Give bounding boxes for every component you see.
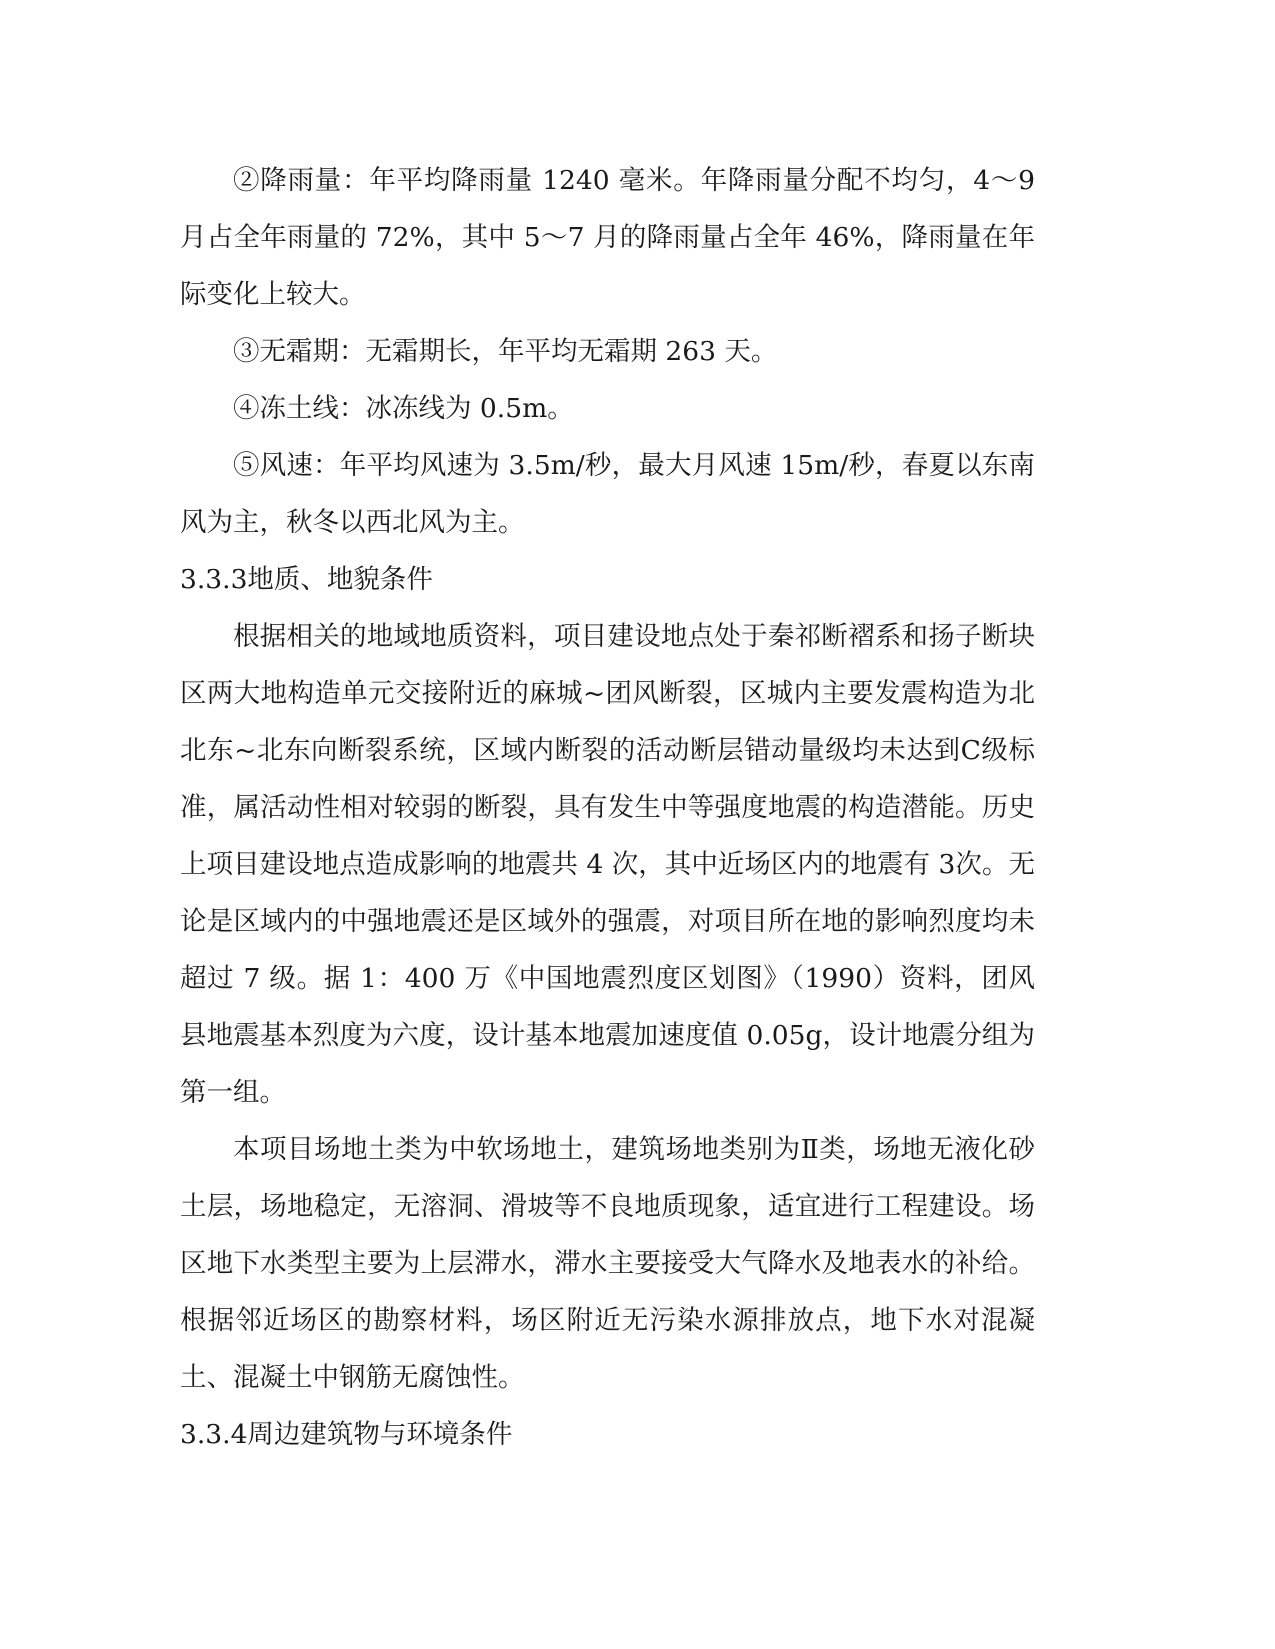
paragraph-site-soil: 本项目场地土类为中软场地土，建筑场地类别为Ⅱ类，场地无液化砂土层，场地稳定，无溶洞、滑坡等不良地质现象，适宜进行工程建设。场区地下水类型主要为上层滞水，滞水主要接受大气降水及地表水的补给。根据邻近场区的勘察材料，场区附近无污染水源排放点，地下水对混凝土、混凝土中钢筋无腐蚀性。: [180, 1134, 1035, 1393]
document-page: [180, 152, 1035, 1463]
section-heading-3-3-3: 3.3.3地质、地貌条件: [180, 564, 433, 595]
paragraph-frost-free: ③无霜期：无霜期长，年平均无霜期 263 天。: [233, 336, 778, 367]
paragraph-geology: 根据相关的地域地质资料，项目建设地点处于秦祁断褶系和扬子断块区两大地构造单元交接附近的麻城~团风断裂，区城内主要发震构造为北北东~北东向断裂系统，区域内断裂的活动断层错动量级均未达到C级标准，属活动性相对较弱的断裂，具有发生中等强度地震的构造潜能。历史上项目建设地点造成影响的地震共 4 次，其中近场区内的地震有 3次。无论是区域内的中强地震还是区域外的强震，对项目所在地的影响烈度均未超过 7 级。据 1：400 万《中国地震烈度区划图》（1990）资料，团风县地震基本烈度为六度，设计基本地震加速度值 0.05g，设计地震分组为第一组。: [180, 621, 1035, 1108]
paragraph-wind-speed: ⑤风速：年平均风速为 3.5m/秒，最大月风速 15m/秒，春夏以东南风为主，秋冬以西北风为主。: [180, 450, 1035, 538]
section-heading-3-3-4: 3.3.4周边建筑物与环境条件: [180, 1419, 513, 1450]
paragraph-frozen-soil: ④冻土线：冰冻线为 0.5m。: [233, 393, 574, 424]
paragraph-rainfall: ②降雨量：年平均降雨量 1240 毫米。年降雨量分配不均匀，4～9月占全年雨量的 72%，其中 5～7 月的降雨量占全年 46%，降雨量在年际变化上较大。: [180, 165, 1035, 310]
